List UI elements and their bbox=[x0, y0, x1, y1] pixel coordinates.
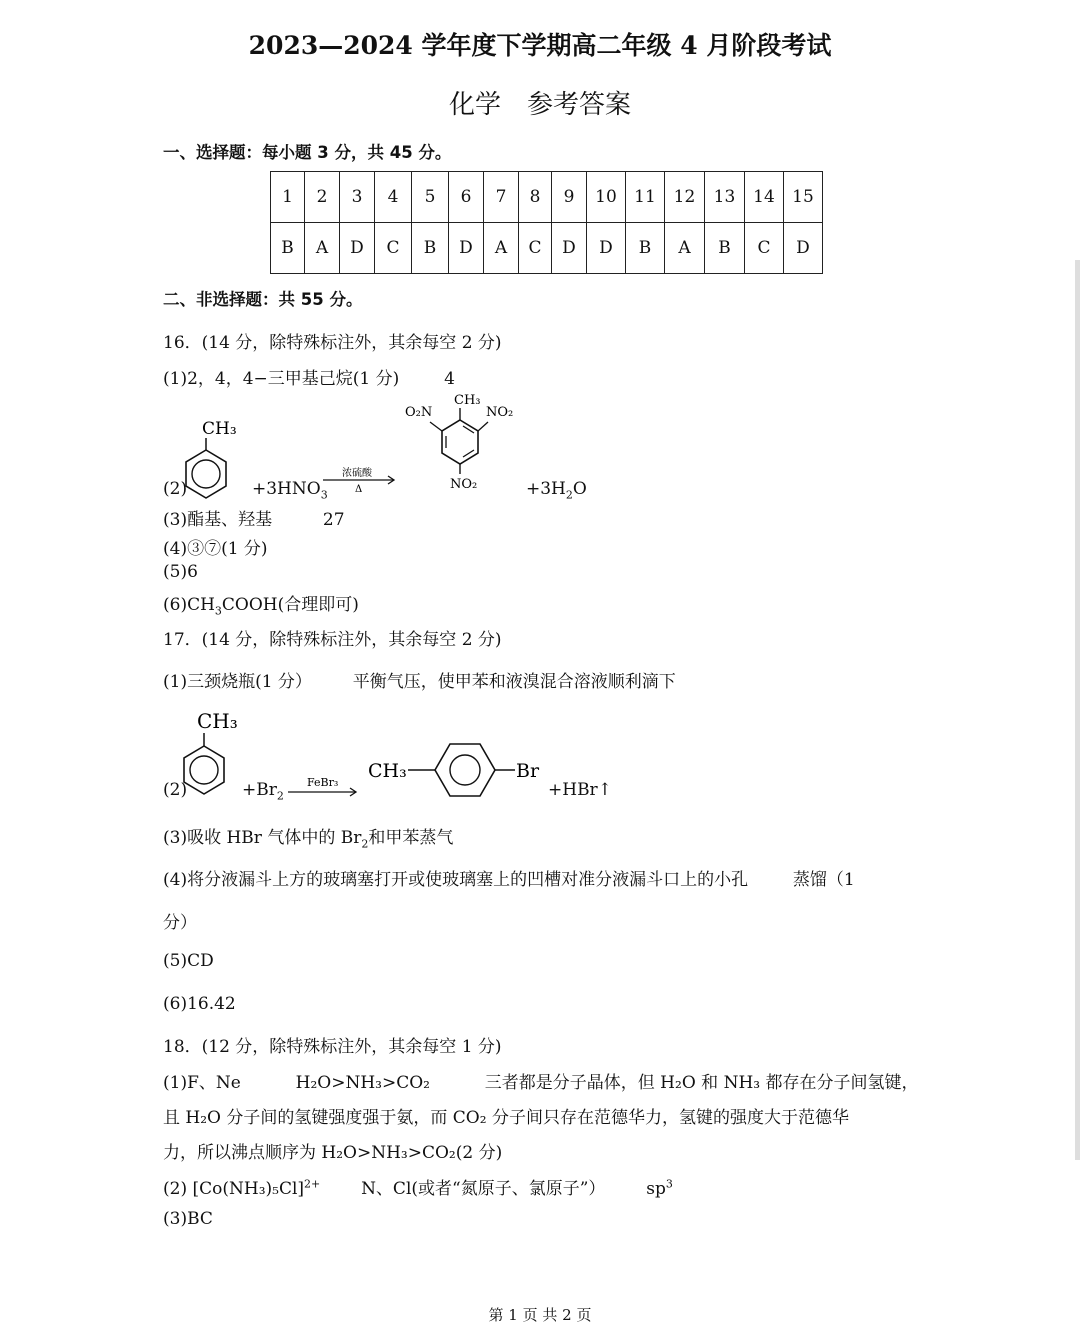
scan-edge bbox=[1075, 260, 1080, 1160]
answer-table-answer-cell: B bbox=[705, 223, 745, 274]
q17-part1: (1)三颈烧瓶(1 分） 平衡气压，使甲苯和液溴混合溶液顺利滴下 bbox=[163, 672, 676, 692]
section1-heading: 一、选择题：每小题 3 分，共 45 分。 bbox=[163, 143, 452, 162]
q18-part1: (1)F、Ne H₂O>NH₃>CO₂ 三者都是分子晶体，但 H₂O 和 NH₃ 都存在分子间氢键， bbox=[163, 1073, 919, 1093]
answer-table-answer-cell: D bbox=[449, 223, 484, 274]
answer-table-number-cell: 13 bbox=[705, 172, 745, 223]
answer-table-answer-cell: A bbox=[305, 223, 340, 274]
q16-part6: $(6)CH_3COOH$(合理即可) bbox=[163, 595, 359, 618]
tnt-ch3-label: CH₃ bbox=[454, 393, 481, 408]
answer-table-number-cell: 10 bbox=[587, 172, 626, 223]
page-title: 2023—2024 学年度下学期高二年级 4 月阶段考试 bbox=[248, 31, 832, 60]
tnt-ring bbox=[442, 420, 478, 464]
product-br-label: Br bbox=[516, 760, 540, 782]
q18-part3: (3)BC bbox=[163, 1209, 213, 1229]
q16-part1: (1)2，4，4−三甲基己烷(1 分) 4 bbox=[163, 369, 455, 389]
q18-part1-line2: 且 H₂O 分子间的氢键强度强于氨，而 CO₂ 分子间只存在范德华力，氢键的强度大于范德华 bbox=[163, 1108, 849, 1128]
answer-table-number-row bbox=[271, 172, 823, 223]
answer-table-answer-cell: D bbox=[587, 223, 626, 274]
answer-table-number-cell: 2 bbox=[305, 172, 340, 223]
answer-table-answer-cell: C bbox=[375, 223, 412, 274]
answer-table-number-cell: 8 bbox=[519, 172, 552, 223]
q16-part2-product: $+3H_2O$ bbox=[526, 479, 587, 502]
answer-table-answer-cell: D bbox=[552, 223, 587, 274]
tnt-left-bond bbox=[430, 422, 442, 431]
reaction-condition: FeBr₃ bbox=[307, 776, 339, 789]
q17-heading: 17．(14 分，除特殊标注外，其余每空 2 分) bbox=[163, 630, 502, 650]
q17-part5: (5)CD bbox=[163, 951, 214, 971]
answer-table-answer-cell: B bbox=[412, 223, 449, 274]
reaction-condition-bottom: Δ bbox=[355, 484, 363, 495]
q16-part4: (4)③⑦(1 分) bbox=[163, 539, 268, 559]
answer-table-answer-cell: B bbox=[271, 223, 305, 274]
q16-part2-label: (2) bbox=[163, 479, 188, 499]
answer-table-number-cell: 14 bbox=[745, 172, 784, 223]
answer-table-number-cell: 12 bbox=[665, 172, 705, 223]
answer-table-number-cell: 9 bbox=[552, 172, 587, 223]
answer-table-answer-cell: D bbox=[784, 223, 823, 274]
answer-table-number-cell: 3 bbox=[340, 172, 375, 223]
product-ring-circle bbox=[450, 755, 480, 785]
q16-part3: (3)酯基、羟基 27 bbox=[163, 510, 345, 530]
q17-part6: (6)16.42 bbox=[163, 994, 236, 1014]
q17-part2-reagent: $+Br_2$ bbox=[242, 780, 284, 803]
answer-table-number-cell: 15 bbox=[784, 172, 823, 223]
answer-table-number-cell: 11 bbox=[626, 172, 665, 223]
answer-table-answer-cell: A bbox=[665, 223, 705, 274]
answer-table-answer-cell: C bbox=[745, 223, 784, 274]
answer-table-number-cell: 5 bbox=[412, 172, 449, 223]
answer-table-answer-row bbox=[271, 223, 823, 274]
tnt-right-nitro: NO₂ bbox=[486, 405, 514, 420]
answer-table-answer-cell: C bbox=[519, 223, 552, 274]
answer-table-number-cell: 1 bbox=[271, 172, 305, 223]
q16-part5: (5)6 bbox=[163, 562, 198, 582]
page-footer: 第 1 页 共 2 页 bbox=[488, 1306, 592, 1324]
q16-heading: 16．(14 分，除特殊标注外，其余每空 2 分) bbox=[163, 333, 502, 353]
tnt-right-bond bbox=[478, 422, 488, 431]
q18-part2: (2) $[Co(NH_3)_5Cl]^{2+}$ N、Cl(或者“氮原子、氯原子”） $sp^3$ bbox=[163, 1177, 673, 1199]
q16-part2-reagent: $+3HNO_3$ bbox=[252, 479, 328, 502]
q17-part2-label: (2) bbox=[163, 780, 188, 800]
answer-table bbox=[270, 171, 823, 274]
q17-part3: (3)吸收 HBr 气体中的 $Br_2$和甲苯蒸气 bbox=[163, 828, 454, 851]
answer-table-answer-cell: D bbox=[340, 223, 375, 274]
toluene-ch3-label: CH₃ bbox=[202, 419, 237, 439]
section2-heading: 二、非选择题：共 55 分。 bbox=[163, 290, 363, 309]
q18-part1-line3: 力，所以沸点顺序为 H₂O>NH₃>CO₂(2 分) bbox=[163, 1143, 503, 1163]
toluene-ch3-label: CH₃ bbox=[197, 709, 238, 733]
product-ring bbox=[435, 744, 495, 796]
answer-table-number-cell: 6 bbox=[449, 172, 484, 223]
toluene-ring-circle bbox=[190, 756, 218, 784]
tnt-bottom-nitro: NO₂ bbox=[450, 477, 478, 492]
answer-table-answer-cell: B bbox=[626, 223, 665, 274]
answer-table-number-cell: 7 bbox=[484, 172, 519, 223]
q17-part4-cont: 分） bbox=[163, 913, 197, 933]
q17-part2-tail: +HBr↑ bbox=[548, 780, 612, 800]
answer-table-answer-cell: A bbox=[484, 223, 519, 274]
page-subtitle: 化学 参考答案 bbox=[448, 90, 631, 120]
q17-part4: (4)将分液漏斗上方的玻璃塞打开或使玻璃塞上的凹槽对准分液漏斗口上的小孔 蒸馏（1 bbox=[163, 870, 855, 890]
product-ch3-label: CH₃ bbox=[368, 760, 407, 782]
reaction-condition-top: 浓硫酸 bbox=[342, 468, 372, 479]
tnt-left-nitro: O₂N bbox=[405, 405, 433, 420]
q18-heading: 18．(12 分，除特殊标注外，其余每空 1 分) bbox=[163, 1037, 502, 1057]
answer-table-number-cell: 4 bbox=[375, 172, 412, 223]
toluene-ring-circle bbox=[192, 460, 220, 488]
